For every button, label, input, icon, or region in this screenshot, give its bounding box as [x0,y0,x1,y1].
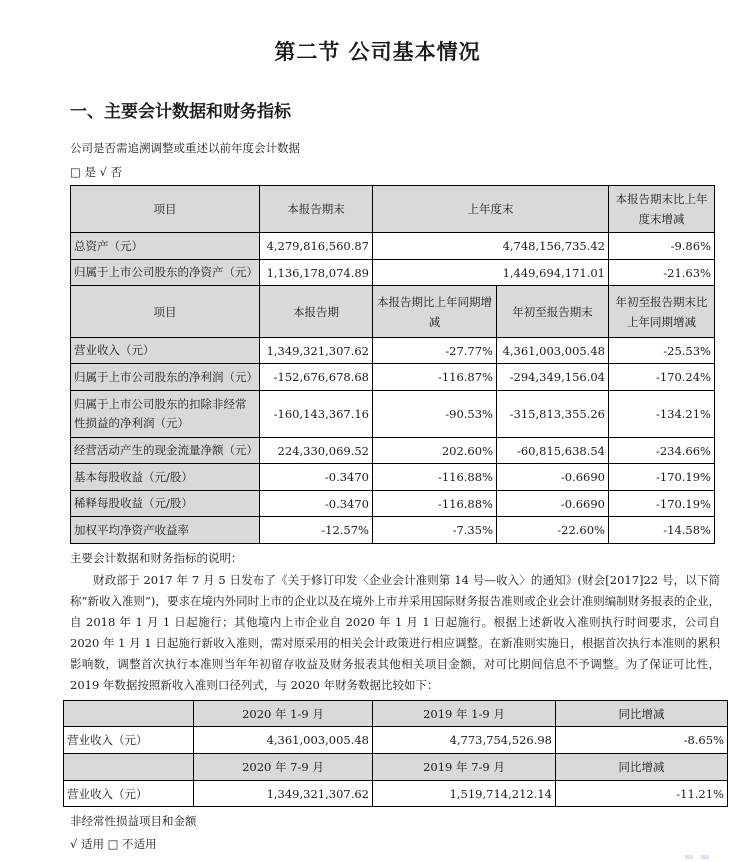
value-period: -152,676,678.68 [260,364,373,391]
header-cell: 2020 年 7-9 月 [194,754,373,781]
header-cell: 2019 年 7-9 月 [373,754,556,781]
table-row [71,391,715,438]
row-label: 稀释每股收益（元/股） [71,491,260,517]
value-prior: 4,748,156,735.42 [373,233,609,260]
value-2019: 1,519,714,212.14 [373,781,556,807]
value-ytd-change: -170.19% [609,491,715,517]
value-ytd-change: -134.21% [609,391,715,438]
value-2019: 4,773,754,526.98 [373,727,556,754]
row-label: 归属于上市公司股东的扣除非经常性损益的净利润（元） [71,391,260,438]
table2-header [64,701,728,727]
value-period: -160,143,367.16 [260,391,373,438]
value-ytd: -0.6690 [497,491,609,517]
row-label: 营业收入（元） [64,781,194,807]
value-ytd: -22.60% [497,517,609,544]
nonrecurring-title: 非经常性损益项目和金额 [70,814,197,828]
value-period: -0.3470 [260,491,373,517]
value-period-change: -116.88% [373,491,497,517]
row-label: 基本每股收益（元/股） [71,464,260,491]
value-ytd: -0.6690 [497,464,609,491]
row-label: 经营活动产生的现金流量净额（元） [71,438,260,464]
row-label: 总资产（元） [71,233,260,260]
value-ytd-change: -14.58% [609,517,715,544]
table1-header-b [71,286,715,338]
header-cell: 项目 [71,286,260,338]
value-ytd-change: -234.66% [609,438,715,464]
value-ytd-change: -170.19% [609,464,715,491]
nonrecurring-options: √ 适用 □ 不适用 [70,837,157,851]
value-ytd: -294,349,156.04 [497,364,609,391]
value-current: 1,136,178,074.89 [260,260,373,286]
table-row [64,781,728,807]
value-period: -0.3470 [260,464,373,491]
page-footer-fragment [685,855,725,859]
value-current: 4,279,816,560.87 [260,233,373,260]
value-period: 224,330,069.52 [260,438,373,464]
value-prior: 1,449,694,171.01 [373,260,609,286]
header-cell: 年初至报告期末 [497,286,609,338]
header-cell: 本报告期末 [260,186,373,233]
header-cell: 2020 年 1-9 月 [194,701,373,727]
header-cell: 同比增减 [556,754,728,781]
table-row [64,727,728,754]
value-period: 1,349,321,307.62 [260,338,373,364]
header-cell: 年初至报告期末比上年同期增减 [609,286,715,338]
table-row [71,491,715,517]
restate-question: 公司是否需追溯调整或重述以前年度会计数据 [70,141,300,155]
value-period-change: -90.53% [373,391,497,438]
value-ytd: -60,815,638.54 [497,438,609,464]
header-cell: 本报告期末比上年度末增减 [609,186,715,233]
value-period-change: -7.35% [373,517,497,544]
table-row [71,338,715,364]
header-cell: 项目 [71,186,260,233]
header-cell: 本报告期 [260,286,373,338]
main-financial-data-table [70,185,715,544]
restate-options: □ 是 √ 否 [70,165,123,179]
value-period-change: -116.87% [373,364,497,391]
value-period: -12.57% [260,517,373,544]
table-row [71,464,715,491]
table-row [71,517,715,544]
table1-header-a [71,186,715,233]
heading-main-accounting-data: 一、主要会计数据和财务指标 [70,102,291,122]
row-label: 归属于上市公司股东的净资产（元） [71,260,260,286]
table-row [71,260,715,286]
table-row [71,438,715,464]
value-change: -8.65% [556,727,728,754]
header-cell [64,701,194,727]
value-ytd-change: -170.24% [609,364,715,391]
value-ytd: -315,813,355.26 [497,391,609,438]
notes-paragraph [70,570,720,696]
header-cell: 上年度末 [373,186,609,233]
value-change: -21.63% [609,260,715,286]
header-cell: 同比增减 [556,701,728,727]
row-label: 加权平均净资产收益率 [71,517,260,544]
header-cell: 本报告期比上年同期增减 [373,286,497,338]
row-label: 营业收入（元） [64,727,194,754]
value-ytd: 4,361,003,005.48 [497,338,609,364]
row-label: 归属于上市公司股东的净利润（元） [71,364,260,391]
header-cell: 2019 年 1-9 月 [373,701,556,727]
table-row [71,364,715,391]
value-period-change: -116.88% [373,464,497,491]
value-period-change: 202.60% [373,438,497,464]
row-label: 营业收入（元） [71,338,260,364]
value-period-change: -27.77% [373,338,497,364]
value-2020: 1,349,321,307.62 [194,781,373,807]
section-title: 第二节 公司基本情况 [274,40,481,64]
notes-paragraph-text: 财政部于 2017 年 7 月 5 日发布了《关于修订印发〈企业会计准则第 14 号—收入〉的通知》(财会[2017]22 号，以下简称“新收入准则”)，要求在境内外同时上市的企业以及在境外上市并采用国际财务报告准则或企业会计准则编制财务报表的企业，自 2018 年 1 月 1 日起施行；其他境内上市企业自 2020 年 1 月 1 日起施行。根据上述新收入准则执行时间要求，公司自 2020 年 1 月 1 日起施行新收入准则，需对原采用的相关会计政策进行相应调整。在新准则实施日，根据首次执行本准则的累积影响数，调整首次执行本准则当年年初留存收益及财务报表其他相关项目金额，对可比期间信息不予调整。为了保证可比性，2019 年数据按照新收入准则口径列式，与 2020 年财务数据比较如下： [70,573,720,692]
table-row [71,233,715,260]
notes-title: 主要会计数据和财务指标的说明： [70,551,243,565]
table2-header [64,754,728,781]
header-cell [64,754,194,781]
value-ytd-change: -25.53% [609,338,715,364]
value-change: -11.21% [556,781,728,807]
value-2020: 4,361,003,005.48 [194,727,373,754]
value-change: -9.86% [609,233,715,260]
revenue-comparison-table [63,700,728,807]
